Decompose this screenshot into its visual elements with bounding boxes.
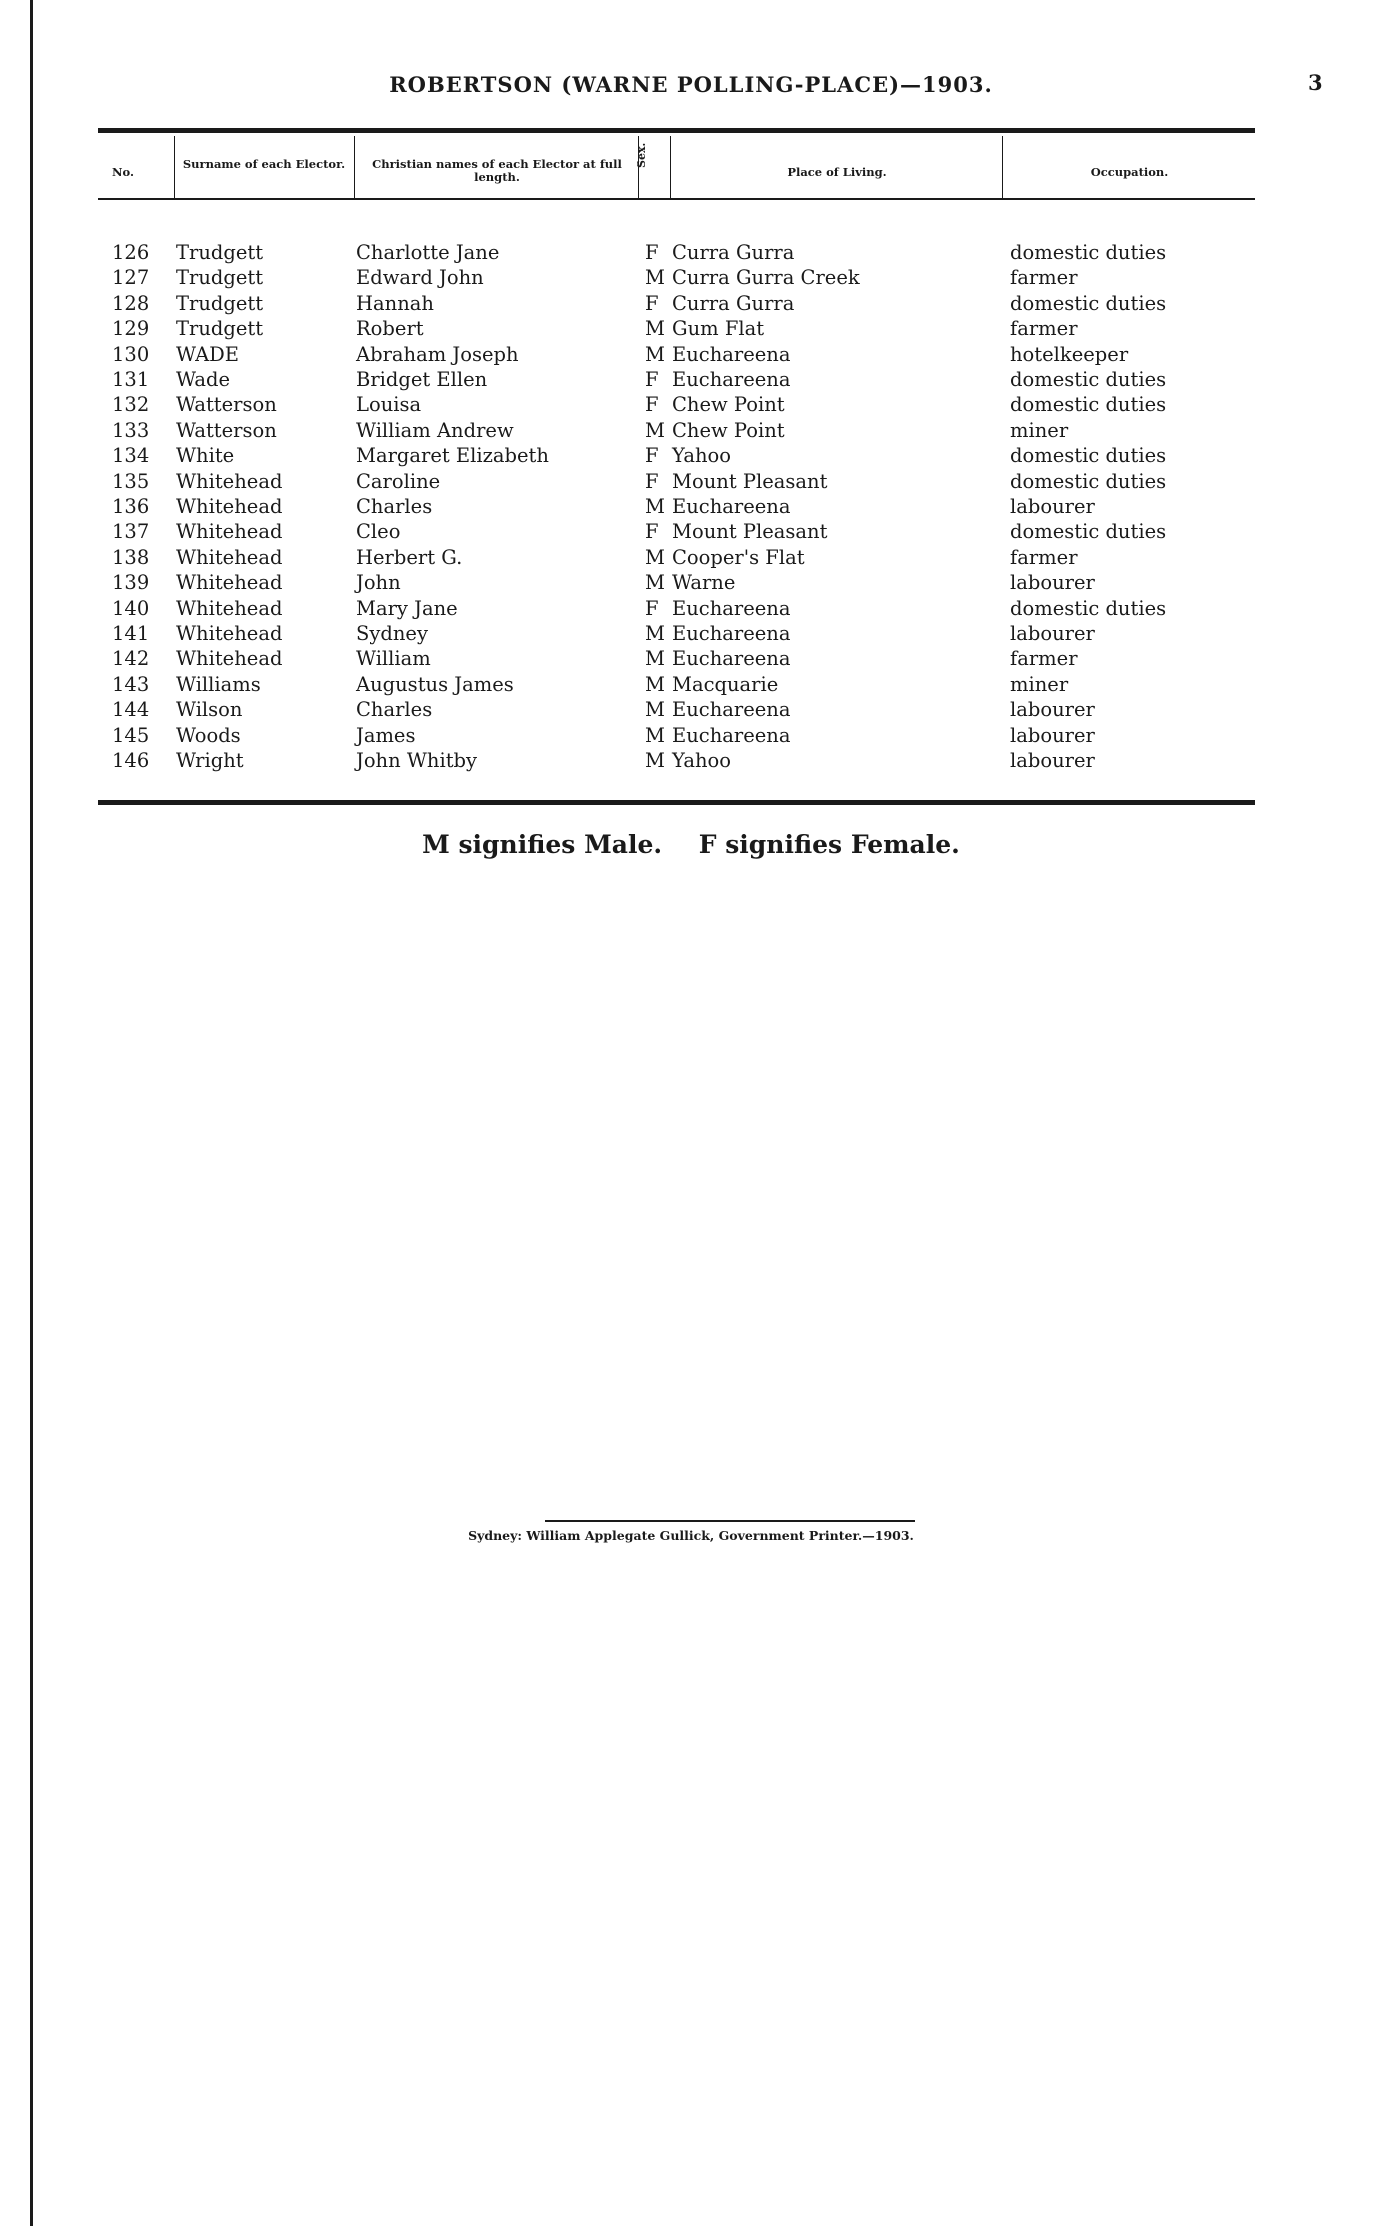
legend-male: M signifies Male. <box>422 830 663 859</box>
table-row <box>98 367 1255 392</box>
cell-number: 131 <box>112 368 150 391</box>
column-divider <box>670 136 671 198</box>
cell-christian-names: Caroline <box>356 469 441 493</box>
cell-number: 128 <box>112 291 150 315</box>
table-header-rule <box>98 198 1255 200</box>
table-row <box>98 316 1255 341</box>
cell-surname: Trudgett <box>176 291 264 315</box>
cell-occupation: domestic duties <box>1010 368 1167 391</box>
table-row <box>98 748 1255 773</box>
table-row <box>98 596 1255 621</box>
cell-christian-names: John <box>356 571 401 595</box>
cell-place-of-living: Macquarie <box>672 672 779 696</box>
table-row <box>98 494 1255 519</box>
cell-number: 140 <box>112 596 150 620</box>
table-row <box>98 646 1255 671</box>
cell-christian-names: Robert <box>356 317 424 341</box>
cell-number: 126 <box>112 241 150 264</box>
cell-occupation: domestic duties <box>1010 444 1167 468</box>
cell-place-of-living: Euchareena <box>672 495 791 518</box>
cell-sex: F <box>645 241 659 264</box>
cell-christian-names: Louisa <box>356 393 422 417</box>
column-divider <box>354 136 355 198</box>
cell-surname: Wade <box>176 368 230 391</box>
cell-christian-names: John Whitby <box>356 749 478 772</box>
cell-surname: WADE <box>176 342 240 366</box>
cell-occupation: domestic duties <box>1010 393 1167 417</box>
cell-surname: Whitehead <box>176 545 283 569</box>
cell-christian-names: James <box>356 723 416 747</box>
cell-sex: M <box>645 647 665 671</box>
cell-surname: Williams <box>176 672 261 696</box>
cell-christian-names: Cleo <box>356 520 401 544</box>
cell-place-of-living: Euchareena <box>672 622 791 645</box>
cell-sex: M <box>645 749 665 772</box>
cell-place-of-living: Warne <box>672 571 736 595</box>
cell-number: 142 <box>112 647 150 671</box>
table-row <box>98 265 1255 290</box>
cell-number: 141 <box>112 622 150 645</box>
cell-number: 138 <box>112 545 150 569</box>
cell-occupation: miner <box>1010 672 1069 696</box>
cell-number: 135 <box>112 469 150 493</box>
cell-occupation: domestic duties <box>1010 520 1167 544</box>
cell-place-of-living: Cooper's Flat <box>672 545 805 569</box>
cell-christian-names: William Andrew <box>356 418 514 442</box>
cell-sex: M <box>645 545 665 569</box>
column-header-place-of-living: Place of Living. <box>787 165 887 179</box>
table-row <box>98 418 1255 443</box>
cell-occupation: farmer <box>1010 317 1078 341</box>
table-row <box>98 697 1255 722</box>
column-header-no: No. <box>112 165 134 179</box>
cell-sex: F <box>645 368 659 391</box>
cell-sex: F <box>645 291 659 315</box>
cell-surname: Trudgett <box>176 266 264 290</box>
cell-christian-names: Charlotte Jane <box>356 241 500 264</box>
cell-place-of-living: Euchareena <box>672 647 791 671</box>
table-row <box>98 545 1255 570</box>
cell-number: 145 <box>112 723 150 747</box>
cell-sex: F <box>645 520 659 544</box>
cell-surname: Whitehead <box>176 596 283 620</box>
cell-number: 144 <box>112 698 150 722</box>
cell-surname: Whitehead <box>176 647 283 671</box>
cell-surname: White <box>176 444 235 468</box>
cell-sex: M <box>645 342 665 366</box>
cell-sex: M <box>645 495 665 518</box>
table-row <box>98 519 1255 544</box>
cell-occupation: labourer <box>1010 698 1095 722</box>
sex-legend <box>0 830 1382 859</box>
cell-occupation: labourer <box>1010 749 1095 772</box>
cell-occupation: labourer <box>1010 723 1095 747</box>
cell-place-of-living: Chew Point <box>672 393 785 417</box>
table-top-rule <box>98 128 1255 133</box>
cell-sex: M <box>645 622 665 645</box>
cell-sex: M <box>645 672 665 696</box>
table-row <box>98 621 1255 646</box>
cell-christian-names: Mary Jane <box>356 596 458 620</box>
table-row <box>98 570 1255 595</box>
cell-christian-names: Charles <box>356 698 433 722</box>
cell-place-of-living: Curra Gurra <box>672 291 795 315</box>
column-header-sex: Sex. <box>635 142 648 168</box>
cell-christian-names: Sydney <box>356 622 428 645</box>
cell-sex: M <box>645 266 665 290</box>
table-row <box>98 240 1255 265</box>
cell-surname: Trudgett <box>176 317 264 341</box>
cell-surname: Watterson <box>176 418 277 442</box>
cell-number: 143 <box>112 672 150 696</box>
cell-number: 127 <box>112 266 150 290</box>
cell-number: 139 <box>112 571 150 595</box>
cell-sex: F <box>645 596 659 620</box>
cell-surname: Whitehead <box>176 571 283 595</box>
cell-christian-names: Bridget Ellen <box>356 368 488 391</box>
cell-surname: Wilson <box>176 698 243 722</box>
cell-sex: F <box>645 393 659 417</box>
cell-surname: Whitehead <box>176 469 283 493</box>
cell-occupation: labourer <box>1010 495 1095 518</box>
printer-imprint: Sydney: William Applegate Gullick, Government Printer.—1903. <box>468 1528 914 1543</box>
cell-christian-names: Abraham Joseph <box>356 342 519 366</box>
cell-christian-names: William <box>356 647 431 671</box>
cell-place-of-living: Curra Gurra Creek <box>672 266 860 290</box>
cell-occupation: miner <box>1010 418 1069 442</box>
cell-sex: F <box>645 444 659 468</box>
cell-surname: Wright <box>176 749 244 772</box>
cell-surname: Whitehead <box>176 495 283 518</box>
cell-place-of-living: Euchareena <box>672 596 791 620</box>
cell-number: 130 <box>112 342 150 366</box>
cell-number: 137 <box>112 520 150 544</box>
column-header-surname: Surname of each Elector. <box>182 157 346 171</box>
cell-occupation: labourer <box>1010 571 1095 595</box>
cell-sex: M <box>645 723 665 747</box>
cell-sex: M <box>645 418 665 442</box>
table-row <box>98 443 1255 468</box>
cell-christian-names: Hannah <box>356 291 434 315</box>
table-row <box>98 342 1255 367</box>
binding-edge-line <box>30 0 33 2226</box>
cell-occupation: domestic duties <box>1010 241 1167 264</box>
cell-christian-names: Augustus James <box>356 672 514 696</box>
cell-number: 134 <box>112 444 150 468</box>
legend-female: F signifies Female. <box>698 830 960 859</box>
cell-occupation: farmer <box>1010 266 1078 290</box>
table-row <box>98 469 1255 494</box>
column-divider <box>1002 136 1003 198</box>
cell-place-of-living: Mount Pleasant <box>672 520 828 544</box>
table-row <box>98 723 1255 748</box>
cell-occupation: farmer <box>1010 545 1078 569</box>
cell-place-of-living: Yahoo <box>672 749 732 772</box>
cell-sex: M <box>645 571 665 595</box>
cell-place-of-living: Yahoo <box>672 444 732 468</box>
cell-surname: Whitehead <box>176 520 283 544</box>
cell-occupation: domestic duties <box>1010 469 1167 493</box>
cell-surname: Watterson <box>176 393 277 417</box>
cell-place-of-living: Euchareena <box>672 342 791 366</box>
table-row <box>98 672 1255 697</box>
page-title: ROBERTSON (WARNE POLLING-PLACE)—1903. <box>389 72 993 97</box>
cell-number: 136 <box>112 495 150 518</box>
cell-christian-names: Edward John <box>356 266 484 290</box>
cell-sex: M <box>645 698 665 722</box>
column-divider <box>174 136 175 198</box>
cell-sex: F <box>645 469 659 493</box>
cell-occupation: domestic duties <box>1010 291 1167 315</box>
cell-place-of-living: Euchareena <box>672 368 791 391</box>
cell-surname: Woods <box>176 723 241 747</box>
table-row <box>98 291 1255 316</box>
column-header-christian-names: Christian names of each Elector at full length. <box>372 157 622 184</box>
cell-place-of-living: Mount Pleasant <box>672 469 828 493</box>
cell-number: 146 <box>112 749 150 772</box>
cell-surname: Whitehead <box>176 622 283 645</box>
cell-place-of-living: Gum Flat <box>672 317 765 341</box>
cell-occupation: hotelkeeper <box>1010 342 1129 366</box>
cell-place-of-living: Euchareena <box>672 723 791 747</box>
footer-rule <box>545 1520 915 1522</box>
cell-number: 129 <box>112 317 150 341</box>
cell-christian-names: Charles <box>356 495 433 518</box>
page-number: 3 <box>1308 70 1323 95</box>
cell-christian-names: Margaret Elizabeth <box>356 444 549 468</box>
cell-place-of-living: Chew Point <box>672 418 785 442</box>
cell-number: 132 <box>112 393 150 417</box>
cell-occupation: domestic duties <box>1010 596 1167 620</box>
cell-number: 133 <box>112 418 150 442</box>
cell-occupation: farmer <box>1010 647 1078 671</box>
table-row <box>98 392 1255 417</box>
cell-place-of-living: Euchareena <box>672 698 791 722</box>
cell-place-of-living: Curra Gurra <box>672 241 795 264</box>
cell-surname: Trudgett <box>176 241 264 264</box>
cell-sex: M <box>645 317 665 341</box>
cell-christian-names: Herbert G. <box>356 545 463 569</box>
column-header-occupation: Occupation. <box>1090 165 1169 179</box>
cell-occupation: labourer <box>1010 622 1095 645</box>
table-bottom-rule <box>98 800 1255 805</box>
